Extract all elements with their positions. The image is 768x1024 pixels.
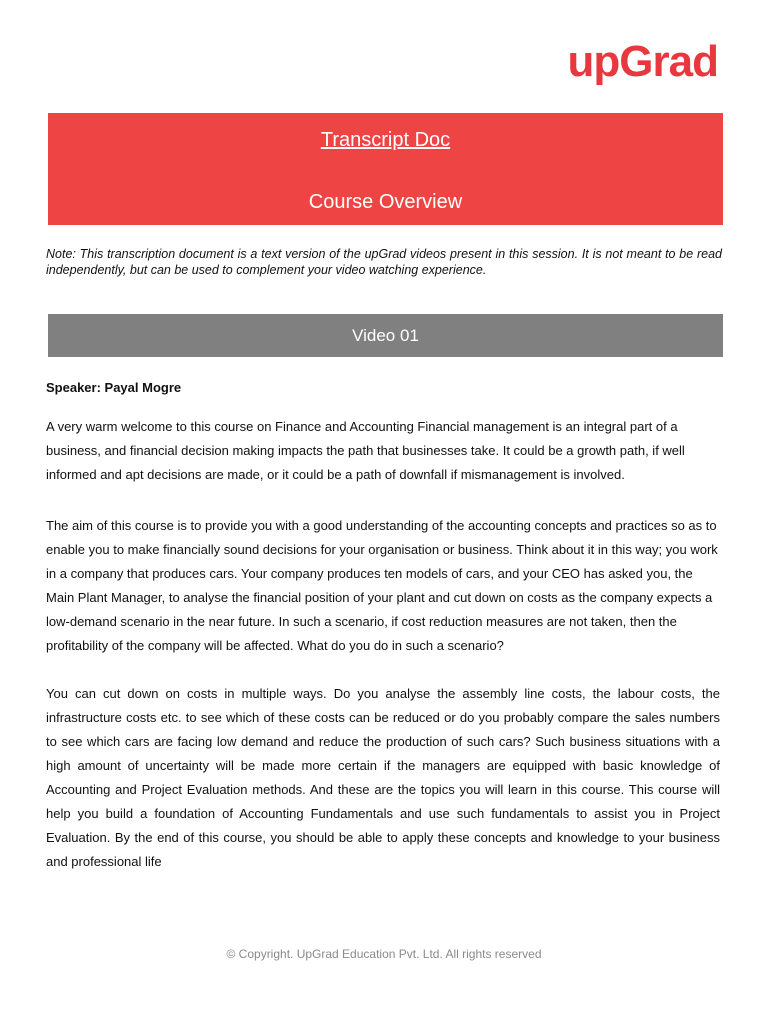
- transcription-note: Note: This transcription document is a text version of the upGrad videos present in this session. It is not meant to be read independently, but can be used to complement your video watching experience.: [46, 247, 722, 277]
- doc-type-heading: Transcript Doc: [320, 129, 451, 151]
- transcript-paragraph-3: You can cut down on costs in multiple ways. Do you analyse the assembly line costs, the labour costs, the infrastructure costs etc. to see which of these costs can be reduced or do you probably compare the sales numbers to see which cars are facing low demand and reduce the production of such cars? Such business situations with a high amount of uncertainty will be made more certain if the managers are equipped with basic knowledge of Accounting and Project Evaluation methods. And these are the topics you will learn in this course. This course will help you build a foundation of Accounting Fundamentals and use such fundamentals to assist you in Project Evaluation. By the end of this course, you should be able to apply these concepts and knowledge to your business and professional life: [46, 686, 720, 869]
- speaker-label: Speaker: Payal Mogre: [46, 380, 182, 395]
- transcript-paragraph-2: The aim of this course is to provide you with a good understanding of the accounting concepts and practices so as to enable you to make financially sound decisions for your organisation or business. Think about it in this way; you work in a company that produces cars. Your company produces ten models of cars, and your CEO has asked you, the Main Plant Manager, to analyse the financial position of your plant and cut down on costs as the company expects a low-demand scenario in the near future. In such a scenario, if cost reduction measures are not taken, then the profitability of the company will be affected. What do you do in such a scenario?: [46, 518, 718, 653]
- page-title: Course Overview: [308, 191, 463, 213]
- upgrad-logo: upGrad: [567, 37, 718, 86]
- copyright-footer: © Copyright. UpGrad Education Pvt. Ltd. All rights reserved: [226, 947, 542, 961]
- title-banner: [48, 113, 723, 225]
- transcript-paragraph-1: A very warm welcome to this course on Finance and Accounting Financial management is an integral part of a business, and financial decision making impacts the path that businesses take. It could be a growth path, if well informed and apt decisions are made, or it could be a path of downfall if mismanagement is involved.: [46, 419, 685, 482]
- video-section-heading: Video 01: [48, 314, 723, 357]
